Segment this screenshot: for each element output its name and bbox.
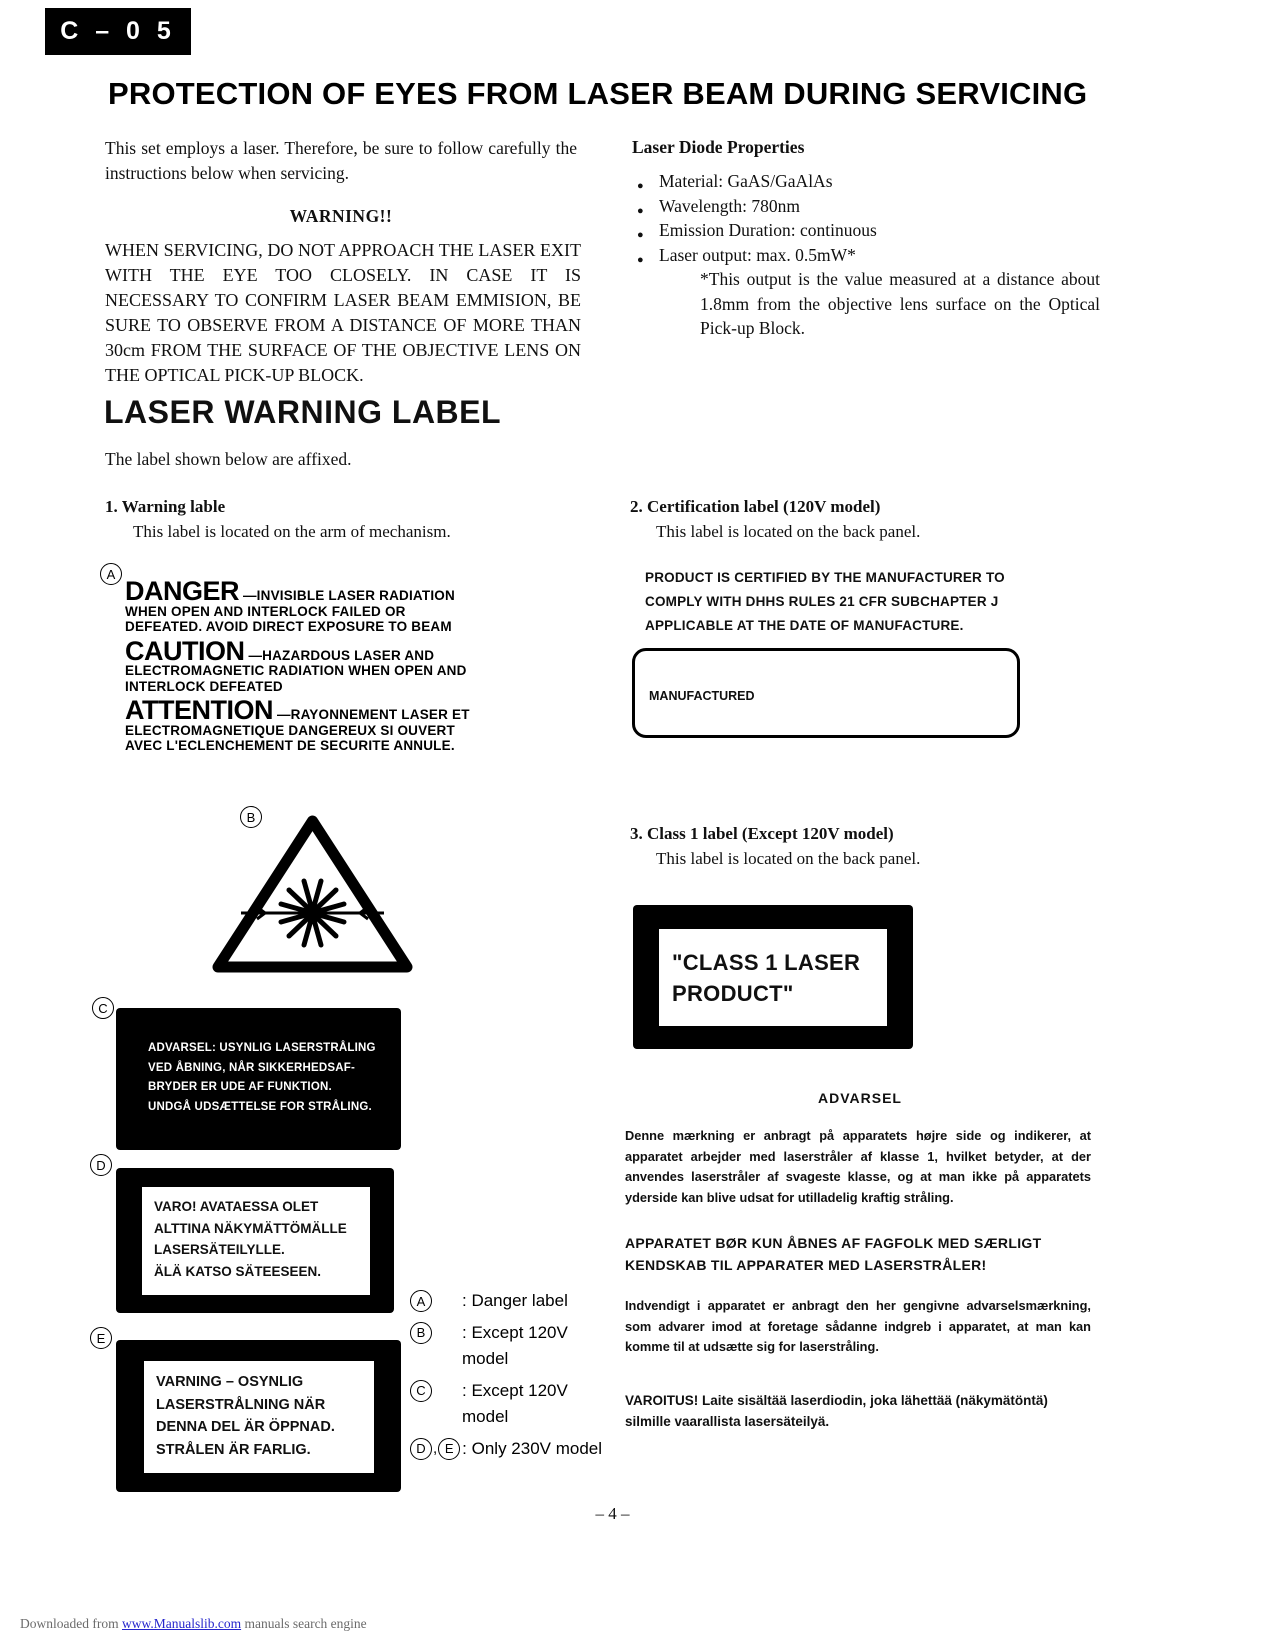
caution-block — [125, 635, 473, 695]
legend-row-danger — [410, 1288, 615, 1315]
laser-hazard-triangle-icon — [205, 810, 420, 978]
danger-word: DANGER — [125, 576, 240, 606]
advarsel-line: ADVARSEL: USYNLIG LASERSTRÅLING — [148, 1042, 376, 1054]
varo-line: LASERSÄTEILYLLE. — [154, 1242, 285, 1257]
laser-warning-label-heading: LASER WARNING LABEL — [104, 394, 502, 430]
intro-paragraph: This set employs a laser. Therefore, be sure to follow carefully the instructions below when servicing. — [105, 138, 577, 183]
advarsel-paragraph-3: Indvendigt i apparatet er anbragt den her gengivne advarselsmærkning, som advarer imod at foretage sådanne indgreb i apparatet, at man kan komme til at udsætte sig for laserstråling. — [625, 1298, 1091, 1355]
certification-label-item-heading: 2. Certification label (120V model) — [630, 497, 881, 516]
varo-line: ÄLÄ KATSO SÄTEESEEN. — [154, 1263, 322, 1279]
caution-text: —HAZARDOUS LASER AND ELECTROMAGNETIC RADIATION WHEN OPEN AND INTERLOCK DEFEATED — [125, 647, 467, 694]
class1-line1: "CLASS 1 LASER — [672, 949, 861, 975]
laser-output-footnote: *This output is the value measured at a distance about 1.8mm from the objective lens surface on the Optical Pick-up Block. — [700, 269, 1100, 338]
advarsel-label-text — [148, 1039, 376, 1117]
diode-property-laser-output: ● Laser output: max. 0.5mW* — [635, 243, 1065, 268]
model-code-box — [45, 8, 191, 55]
diode-property-emission-duration: ● Emission Duration: continuous — [635, 218, 1065, 243]
danger-block — [125, 576, 473, 635]
varning-line: VARNING – OSYNLIG — [156, 1374, 304, 1390]
diode-property-material: ● Material: GaAS/GaAlAs — [635, 169, 1065, 194]
varning-line: LASERSTRÅLNING NÄR — [156, 1396, 326, 1413]
legend-marker-group — [410, 1320, 462, 1344]
varning-black-label — [116, 1340, 401, 1492]
varoitus-paragraph: VAROITUS! Laite sisältää laserdiodin, joka lähettää (näkymätöntä) silmille vaarallista lasersäteilyä. — [625, 1393, 1048, 1429]
advarsel-line: VED ÅBNING, NÅR SIKKERHEDSAF- — [148, 1061, 356, 1074]
circled-a-icon: A — [410, 1290, 432, 1312]
circled-d-icon: D — [410, 1438, 432, 1460]
manufactured-label-text: MANUFACTURED — [649, 689, 755, 703]
varo-line: VARO! AVATAESSA OLET — [154, 1199, 319, 1214]
class1-black-label — [633, 905, 913, 1049]
varo-label-panel — [142, 1187, 370, 1295]
circled-a-marker: A — [100, 563, 122, 585]
circled-e-icon: E — [438, 1438, 460, 1460]
legend-marker-separator: , — [433, 1440, 438, 1457]
certification-statement: PRODUCT IS CERTIFIED BY THE MANUFACTURER TO COMPLY WITH DHHS RULES 21 CFR SUBCHAPTER J APPLICABLE AT THE DATE OF MANUFACTURE. — [645, 570, 1005, 633]
page-number: – 4 – — [595, 1504, 630, 1523]
label-legend — [410, 1288, 615, 1467]
model-code: C – 0 5 — [60, 17, 176, 45]
legend-row-except120v-c — [410, 1378, 615, 1431]
warning-heading: WARNING!! — [289, 206, 393, 226]
advarsel-section-heading: ADVARSEL — [818, 1090, 902, 1106]
circled-c-marker: C — [92, 997, 114, 1019]
varo-black-label — [116, 1168, 394, 1313]
warning-body: WHEN SERVICING, DO NOT APPROACH THE LASER EXIT WITH THE EYE TOO CLOSELY. IN CASE IT IS NECESSARY TO CONFIRM LASER BEAM EMMISION, BE SURE TO OBSERVE FROM A DISTANCE OF MORE THAN 30cm FROM THE SURFACE OF THE OBJECTIVE LENS ON THE OPTICAL PICK-UP BLOCK. — [105, 240, 581, 385]
page-title: PROTECTION OF EYES FROM LASER BEAM DURING SERVICING — [108, 76, 1088, 111]
legend-marker-group — [410, 1436, 460, 1460]
attention-word: ATTENTION — [125, 695, 273, 725]
warning-label-item-heading: 1. Warning lable — [105, 497, 226, 516]
caution-word: CAUTION — [125, 635, 245, 666]
danger-warning-label — [125, 576, 473, 763]
diode-property-wavelength: ● Wavelength: 780nm — [635, 194, 1065, 219]
certification-label-item-body: This label is located on the back panel. — [656, 522, 921, 541]
circled-d-marker: D — [90, 1154, 112, 1176]
advarsel-line: UNDGÅ UDSÆTTELSE FOR STRÅLING. — [148, 1100, 372, 1113]
class1-line2: PRODUCT" — [672, 980, 794, 1006]
legend-marker-group — [410, 1288, 462, 1312]
legend-text-except120v-b: : Except 120V model — [462, 1322, 568, 1368]
warning-label-item-body: This label is located on the arm of mechanism. — [133, 522, 451, 541]
laser-warning-label-subheading: The label shown below are affixed. — [105, 449, 352, 469]
legend-text-only230v: : Only 230V model — [462, 1438, 603, 1458]
circled-b-marker: B — [240, 806, 262, 828]
class1-label-item-body: This label is located on the back panel. — [656, 849, 921, 868]
advarsel-line: BRYDER ER UDE AF FUNKTION. — [148, 1081, 332, 1093]
advarsel-paragraph-1: Denne mærkning er anbragt på apparatets højre side og indikerer, at apparatet arbejder med laserstråler af klasse 1, hvilket betyder, at der anvendes laserstråler af svageste klasse, og at man ikke på apparatets yderside kan blive udsat for utilladelig kraftig stråling. — [625, 1128, 1091, 1205]
varo-line: ALTTINA NÄKYMÄTTÖMÄLLE — [154, 1220, 347, 1236]
footer-prefix: Downloaded from — [20, 1616, 122, 1631]
circled-b-icon: B — [410, 1322, 432, 1344]
legend-row-only230v — [410, 1436, 615, 1463]
circled-c-icon: C — [410, 1380, 432, 1402]
legend-marker-group — [410, 1378, 462, 1402]
advarsel-paragraph-2: APPARATET BØR KUN ÅBNES AF FAGFOLK MED SÆRLIGT KENDSKAB TIL APPARATER MED LASERSTRÅLER! — [625, 1235, 1042, 1273]
class1-label-item-heading: 3. Class 1 label (Except 120V model) — [630, 824, 894, 843]
circled-e-marker: E — [90, 1327, 112, 1349]
danger-text: —INVISIBLE LASER RADIATION WHEN OPEN AND INTERLOCK FAILED OR DEFEATED. AVOID DIRECT EXPOSURE TO BEAM — [125, 588, 455, 634]
legend-row-except120v-b — [410, 1320, 615, 1373]
advarsel-black-label — [116, 1008, 401, 1150]
class1-label-panel — [659, 929, 887, 1026]
footer-suffix: manuals search engine — [241, 1616, 367, 1631]
varning-line: DENNA DEL ÄR ÖPPNAD. — [156, 1419, 335, 1435]
manualslib-link[interactable]: www.Manualslib.com — [121, 1616, 242, 1631]
legend-text-except120v-c: : Except 120V model — [462, 1380, 568, 1426]
laser-diode-properties-heading: Laser Diode Properties — [632, 137, 805, 157]
laser-diode-properties-list — [635, 169, 1065, 267]
varning-line: STRÅLEN ÄR FARLIG. — [156, 1441, 311, 1458]
legend-text-danger: : Danger label — [462, 1291, 568, 1310]
manufactured-label-box — [632, 648, 1020, 738]
attention-text: —RAYONNEMENT LASER ET ELECTROMAGNETIQUE DANGEREUX SI OUVERT AVEC L'ECLENCHEMENT DE SECURITE ANNULE. — [125, 707, 470, 753]
varning-label-panel — [144, 1361, 374, 1473]
attention-block — [125, 695, 473, 754]
footer — [20, 1616, 367, 1632]
